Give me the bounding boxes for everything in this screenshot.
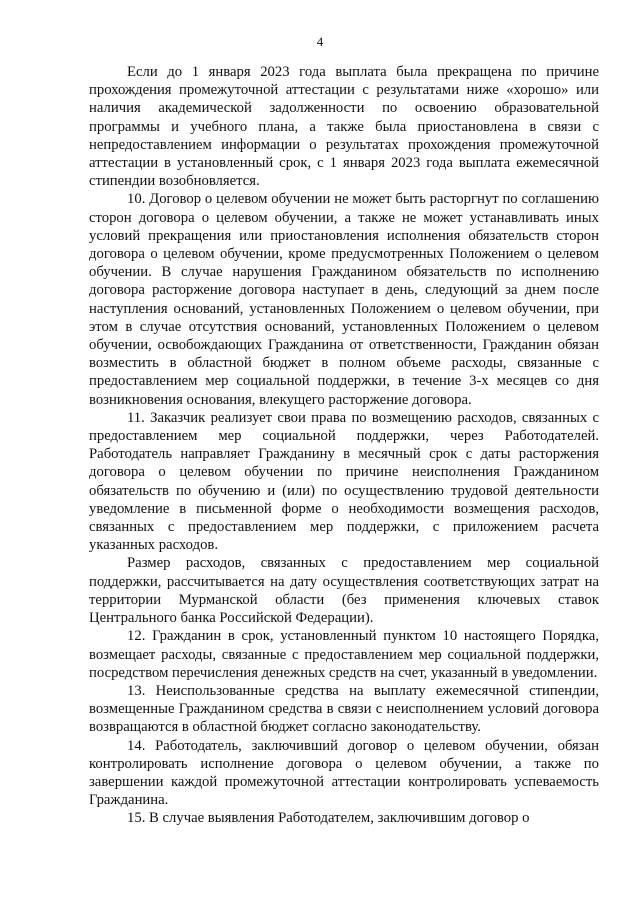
paragraph-12: 12. Гражданин в срок, установленный пунктом 10 настоящего Порядка, возмещает расходы, связанные с предоставлением мер социальной поддержки, посредством перечисления денежных средств на счет, указанный в уведомлении.	[89, 628, 599, 681]
paragraph-14: 14. Работодатель, заключивший договор о целевом обучении, обязан контролировать исполнение договора о целевом обучении, а также по завершении каждой промежуточной аттестации контролировать успеваемость Гражданина.	[89, 737, 599, 809]
paragraph-10: 10. Договор о целевом обучении не может быть расторгнут по соглашению сторон договора о целевом обучении, а также не может устанавливать иных условий прекращения или приостановления исполнения обязательств сторон договора о целевом обучении, кроме предусмотренных Положением о целевом обучении. В случае нарушения Гражданином обязательств по исполнению договора расторжение договора наступает в день, следующий за днем после наступления оснований, установленных Положением о целевом обучении, при этом в случае отсутствия оснований, установленных Положением о целевом обучении, освобождающих Гражданина от ответственности, Гражданин обязан возместить в областной бюджет в полном объеме расходы, связанные с предоставлением мер социальной поддержки, в течение 3-х месяцев со дня возникновения основания, влекущего расторжение договора.	[89, 191, 599, 408]
paragraph-11: 11. Заказчик реализует свои права по возмещению расходов, связанных с предоставлением мер социальной поддержки, через Работодателей. Работодатель направляет Гражданину в месячный срок с даты расторжения договора о целевом обучении по причине неисполнения Гражданином обязательств по обучению и (или) по осуществлению трудовой деятельности уведомление в письменной форме о необходимости возмещения расходов, связанных с предоставлением мер поддержки, с приложением расчета указанных расходов.	[89, 409, 599, 554]
paragraph-stipend-resumption: Если до 1 января 2023 года выплата была прекращена по причине прохождения промежуточной аттестации с результатами ниже «хорошо» или наличия академической задолженности по освоению образовательной программы и учебного плана, а также была приостановлена в связи с непредоставлением информации о результатах прохождения промежуточной аттестации в установленный срок, с 1 января 2023 года выплата ежемесячной стипендии возобновляется.	[89, 64, 599, 190]
document-body	[89, 63, 599, 828]
paragraph-15: 15. В случае выявления Работодателем, заключившим договор о	[127, 810, 530, 827]
paragraph-expense-calculation: Размер расходов, связанных с предоставлением мер социальной поддержки, рассчитывается на дату осуществления соответствующих затрат на территории Мурманской области (без применения ключевых ставок Центрального банка Российской Федерации).	[89, 555, 599, 627]
paragraph-13: 13. Неиспользованные средства на выплату ежемесячной стипендии, возмещенные Гражданином средства в связи с неисполнением условий договора возвращаются в областной бюджет согласно законодательству.	[89, 682, 599, 736]
page-number: 4	[316, 34, 324, 49]
